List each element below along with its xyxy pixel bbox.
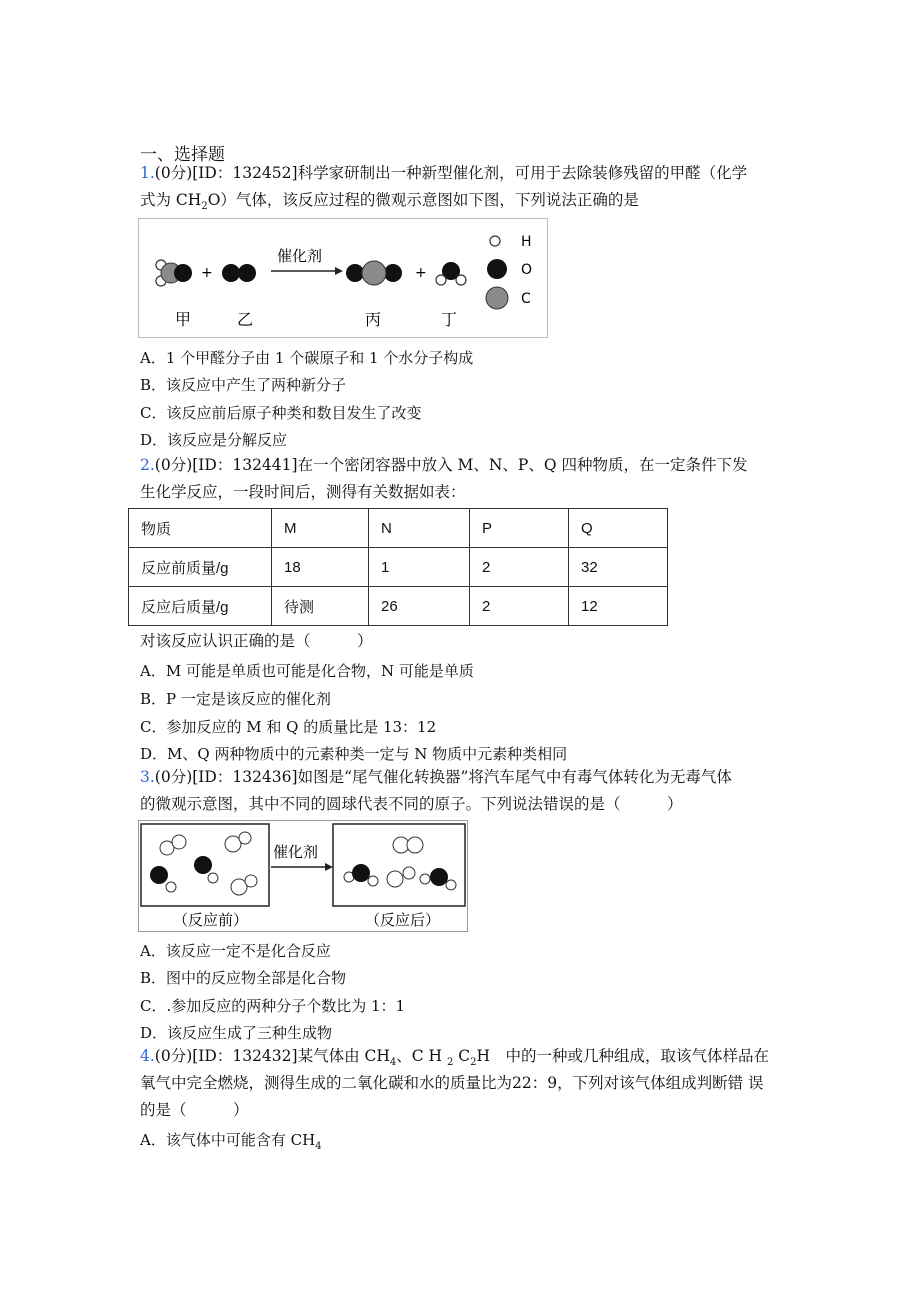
section-title: 一、选择题 <box>140 145 225 165</box>
q3-line1 <box>140 767 732 787</box>
label-bing: 丙 <box>365 310 382 329</box>
atom-legend <box>486 234 532 309</box>
q2-text1: (0分)[ID：132441]在一个密闭容器中放入 M、N、P、Q 四种物质，在一定条件下发 <box>154 456 748 474</box>
q2-line2: 生化学反应，一段时间后，测得有关数据如表： <box>140 483 466 501</box>
table-cell: 待测 <box>272 587 369 626</box>
table-cell: 12 <box>569 587 668 626</box>
q1-text2-sub: 2 <box>201 201 208 212</box>
q4-text1-post: H 中的一种或几种组成，取该气体样品在 <box>476 1047 770 1065</box>
plus-1: + <box>201 265 213 281</box>
q4-text1-mid: 、C H <box>396 1047 447 1065</box>
q4-sub2: 2 <box>446 1057 454 1068</box>
q3-option-a[interactable]: A．该反应一定不是化合反应 <box>140 942 331 960</box>
q2-prompt: 对该反应认识正确的是（ ） <box>140 632 373 650</box>
q3-catalyst-label: 催化剂 <box>273 843 319 861</box>
label-ding: 丁 <box>441 310 458 329</box>
q1-option-b[interactable]: B．该反应中产生了两种新分子 <box>140 376 347 394</box>
legend-h: H <box>521 234 532 250</box>
molecule-ding <box>436 262 466 285</box>
q1-number[interactable]: 1. <box>140 164 155 182</box>
q1-line1 <box>140 163 747 183</box>
q3-line2: 的微观示意图，其中不同的圆球代表不同的原子。下列说法错误的是（ ） <box>140 795 683 813</box>
table-header-cell: M <box>272 509 369 548</box>
q4-text1-mid2: C <box>453 1047 471 1065</box>
q1-text2-post: O）气体，该反应过程的微观示意图如下图，下列说法正确的是 <box>207 191 639 209</box>
q1-option-d[interactable]: D．该反应是分解反应 <box>140 431 288 449</box>
table-header-cell: 物质 <box>129 509 272 548</box>
q3-converter-diagram <box>139 821 467 931</box>
q1-option-a[interactable]: A．1 个甲醛分子由 1 个碳原子和 1 个水分子构成 <box>140 349 474 367</box>
table-header-cell: Q <box>569 509 668 548</box>
q2-number[interactable]: 2. <box>140 456 155 474</box>
after-molecules <box>344 837 456 890</box>
table-cell: 18 <box>272 548 369 587</box>
molecule-jia <box>156 260 192 286</box>
q1-option-c[interactable]: C．该反应前后原子种类和数目发生了改变 <box>140 404 422 422</box>
label-jia: 甲 <box>175 310 192 329</box>
q4-line2: 氧气中完全燃烧，测得生成的二氧化碳和水的质量比为22：9，下列对该气体组成判断错 误 <box>140 1074 764 1092</box>
q3-option-c[interactable]: C．.参加反应的两种分子个数比为 1：1 <box>140 997 406 1015</box>
table-cell: 1 <box>369 548 470 587</box>
table-cell: 反应后质量/g <box>129 587 272 626</box>
plus-2: + <box>415 265 427 281</box>
table-cell: 26 <box>369 587 470 626</box>
before-label: （反应前） <box>173 911 249 929</box>
q2-line1 <box>140 455 748 475</box>
q3-figure <box>138 820 468 932</box>
legend-o: O <box>521 262 533 278</box>
q3-text1: (0分)[ID：132436]如图是“尾气催化转换器”将汽车尾气中有毒气体转化为无毒气体 <box>154 768 732 786</box>
table-cell: 反应前质量/g <box>129 548 272 587</box>
q3-arrow-head <box>325 863 333 871</box>
q3-option-b[interactable]: B．图中的反应物全部是化合物 <box>140 969 347 987</box>
q1-figure <box>138 218 548 338</box>
table-cell: 32 <box>569 548 668 587</box>
table-cell: 2 <box>470 548 569 587</box>
before-molecules <box>150 832 257 895</box>
catalyst-label: 催化剂 <box>277 247 323 265</box>
table-row <box>129 587 668 626</box>
q2-option-a[interactable]: A．M 可能是单质也可能是化合物，N 可能是单质 <box>140 662 474 680</box>
q4-option-a[interactable] <box>140 1129 322 1152</box>
q4-sub3: 2 <box>470 1057 477 1068</box>
after-box <box>333 824 465 906</box>
molecule-yi <box>222 264 256 282</box>
molecule-bing <box>346 261 402 285</box>
table-header-cell: P <box>470 509 569 548</box>
q1-molecule-diagram <box>139 219 547 337</box>
q4-text1-pre: (0分)[ID：132432]某气体由 CH <box>154 1047 390 1065</box>
q2-option-c[interactable]: C．参加反应的 M 和 Q 的质量比是 13：12 <box>140 718 437 736</box>
q1-text2-pre: 式为 CH <box>140 191 202 209</box>
q2-option-b[interactable]: B．P 一定是该反应的催化剂 <box>140 690 331 708</box>
q3-number[interactable]: 3. <box>140 768 155 786</box>
label-yi: 乙 <box>237 310 254 329</box>
q4-option-a-text: A．该气体中可能含有 CH <box>140 1131 316 1149</box>
table-cell: 2 <box>470 587 569 626</box>
arrow-head <box>335 267 343 275</box>
after-label: （反应后） <box>365 911 441 929</box>
q3-option-d[interactable]: D．该反应生成了三种生成物 <box>140 1024 333 1042</box>
q1-line2 <box>140 190 639 217</box>
table-header-cell: N <box>369 509 470 548</box>
q2-data-table <box>128 508 668 626</box>
q4-sub1: 4 <box>389 1057 397 1068</box>
table-row <box>129 548 668 587</box>
q4-number[interactable]: 4. <box>140 1047 155 1065</box>
q4-line3: 的是（ ） <box>140 1101 249 1119</box>
legend-c: C <box>521 291 531 307</box>
q4-option-a-sub: 4 <box>315 1141 322 1152</box>
q2-option-d[interactable]: D．M、Q 两种物质中的元素种类一定与 N 物质中元素种类相同 <box>140 745 568 763</box>
table-header-row <box>129 509 668 548</box>
q1-text1: (0分)[ID：132452]科学家研制出一种新型催化剂，可用于去除装修残留的甲醛（化学 <box>154 164 748 182</box>
q4-line1 <box>140 1046 769 1073</box>
